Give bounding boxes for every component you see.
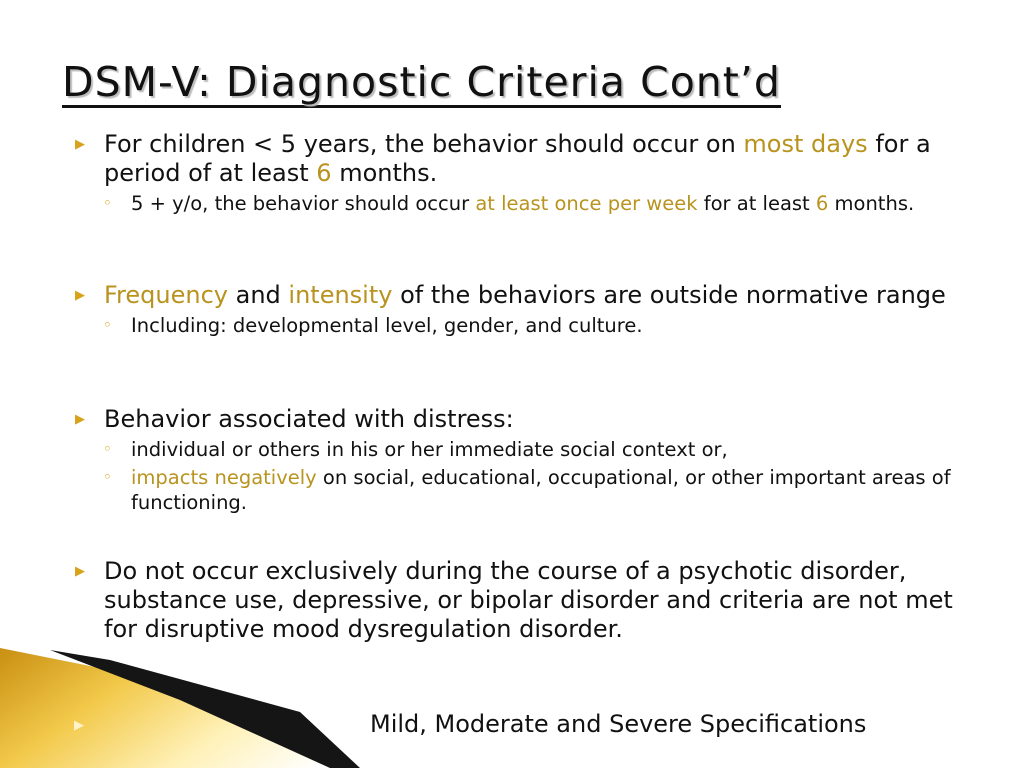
bullet-2 bbox=[74, 281, 964, 338]
circle-bullet-icon: ◦ bbox=[103, 468, 112, 486]
sub-bullet-row bbox=[103, 191, 964, 216]
bullet-text bbox=[104, 405, 514, 434]
arrow-bullet-icon: ▶ bbox=[75, 564, 85, 579]
text-run: Including: developmental level, gender, and culture. bbox=[131, 314, 643, 337]
bullet-row bbox=[74, 281, 964, 310]
text-run: for a period of at least bbox=[104, 130, 931, 187]
text-run: months. bbox=[828, 192, 915, 215]
text-run: 5 + y/o, the behavior should occur bbox=[131, 192, 476, 215]
footer-specifications: Mild, Moderate and Severe Specifications bbox=[370, 710, 867, 738]
bullet-4 bbox=[74, 557, 964, 644]
highlighted-text: intensity bbox=[288, 281, 393, 309]
text-run: months. bbox=[331, 159, 438, 187]
sub-bullet-text bbox=[131, 437, 728, 462]
sub-bullet-row bbox=[103, 313, 964, 338]
highlighted-text: 6 bbox=[316, 159, 332, 187]
highlighted-text: at least once per week bbox=[475, 192, 698, 215]
bullet-text bbox=[104, 557, 964, 644]
bullet-text bbox=[104, 130, 964, 188]
bullet-row bbox=[74, 405, 964, 434]
circle-bullet-icon: ◦ bbox=[103, 194, 112, 212]
slide-title: DSM-V: Diagnostic Criteria Cont’d bbox=[62, 58, 781, 106]
highlighted-text: impacts negatively bbox=[131, 466, 317, 489]
text-run: Do not occur exclusively during the course of a psychotic disorder, substance use, depressive, or bipolar disorder and criteria are not met for disruptive mood dysregulation disorder. bbox=[104, 557, 953, 643]
bullet-row bbox=[74, 557, 964, 644]
sub-bullet-text bbox=[131, 313, 643, 338]
text-run: on social, educational, occupational, or other important areas of functioning. bbox=[131, 466, 951, 514]
circle-bullet-icon: ◦ bbox=[103, 316, 112, 334]
bullet-1 bbox=[74, 130, 964, 216]
arrow-bullet-icon: ▶ bbox=[75, 412, 85, 427]
sub-bullet-row bbox=[103, 465, 964, 515]
text-run: and bbox=[227, 281, 289, 309]
highlighted-text: Frequency bbox=[104, 281, 228, 309]
circle-bullet-icon: ◦ bbox=[103, 440, 112, 458]
sub-bullet-row bbox=[103, 437, 964, 462]
bullet-text bbox=[104, 281, 946, 310]
bullet-3 bbox=[74, 405, 964, 515]
text-run: individual or others in his or her immediate social context or, bbox=[131, 438, 728, 461]
arrow-bullet-icon: ▶ bbox=[75, 137, 85, 152]
text-run: Behavior associated with distress: bbox=[104, 405, 514, 433]
bullet-row bbox=[74, 130, 964, 188]
sub-bullet-text bbox=[131, 191, 914, 216]
sub-bullet-text bbox=[131, 465, 964, 515]
footer-arrow-icon: ▶ bbox=[74, 718, 84, 733]
highlighted-text: 6 bbox=[815, 192, 829, 215]
arrow-bullet-icon: ▶ bbox=[75, 288, 85, 303]
text-run: of the behaviors are outside normative range bbox=[392, 281, 946, 309]
text-run: for at least bbox=[697, 192, 816, 215]
highlighted-text: most days bbox=[743, 130, 868, 158]
text-run: For children < 5 years, the behavior should occur on bbox=[104, 130, 744, 158]
